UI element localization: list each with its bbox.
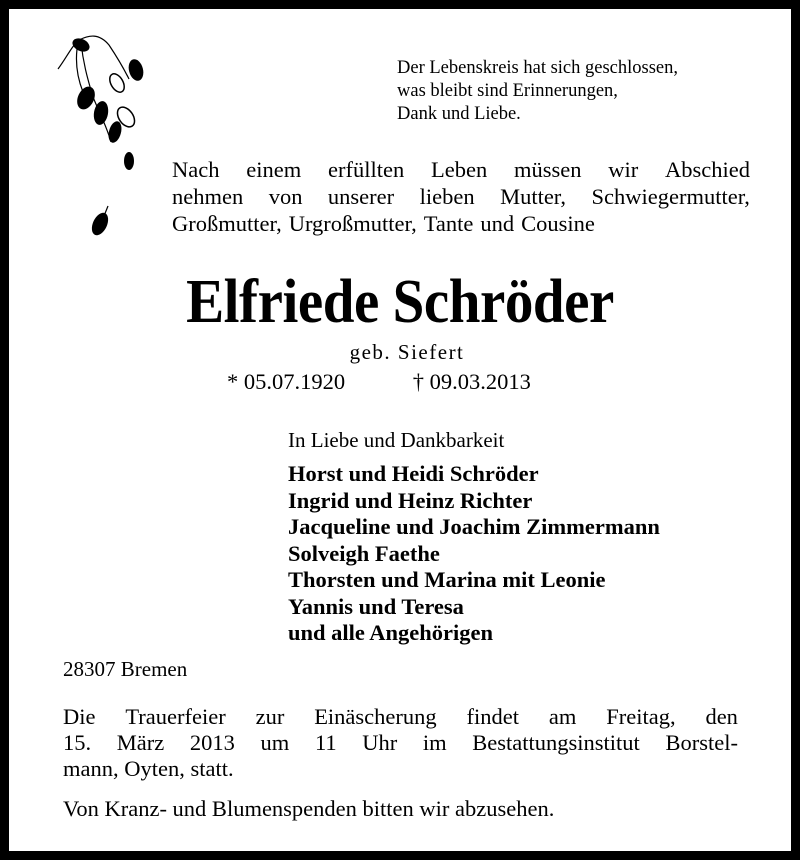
word: Freitag, [606,704,676,729]
word: Großmutter, [172,211,282,236]
funeral-service-paragraph [63,704,738,782]
falling-leaf-icon [88,204,112,240]
intro-line [172,183,750,210]
word: Borstel- [665,730,738,755]
word: müssen [513,157,582,182]
word: nehmen [172,184,244,209]
word: Schwiegermutter, [591,184,750,209]
word: findet [466,704,519,729]
word: zur [255,704,285,729]
word: Mutter, [500,184,567,209]
motto-line: Dank und Liebe. [397,104,521,124]
mourner-name: und alle Angehörigen [288,620,494,645]
intro-line [172,210,750,237]
word: Uhr [362,730,398,755]
word: unserer [327,184,395,209]
word: Nach [172,157,220,182]
word: am [548,704,577,729]
word: den [705,704,738,729]
word: Leben [430,157,488,182]
birch-branch-icon [49,27,149,177]
birth-date: * 05.07.1920 [227,369,346,394]
word: und [480,211,515,236]
location: 28307 Bremen [63,657,188,681]
mourners-heading: In Liebe und Dankbarkeit [288,428,505,452]
motto-verse [397,57,678,126]
mourner-name: Thorsten und Marina mit Leonie [288,567,606,592]
word: im [422,730,447,755]
word: lieben [419,184,475,209]
mourner-name: Horst und Heidi Schröder [288,461,539,486]
word: 11 [314,730,337,755]
word: mann, Oyten, statt. [63,756,234,781]
mourners-list [288,461,660,647]
word: Tante [423,211,474,236]
word: Cousine [521,211,595,236]
motto-line: was bleibt sind Erinnerungen, [397,81,618,101]
motto-line: Der Lebenskreis hat sich geschlossen, [397,58,679,78]
mourner-name: Yannis und Teresa [288,593,464,619]
word: wir [608,157,639,182]
word: Die [63,704,96,729]
word: Urgroßmutter, [288,211,417,236]
intro-line [172,156,750,183]
service-line [63,704,738,730]
word: Trauerfeier [125,704,226,729]
word: erfüllten [328,157,405,182]
word: Einäscherung [314,704,437,729]
word: 15. [63,730,92,755]
word: März [116,730,165,755]
mourner-name: Solveigh Faethe [288,540,440,566]
word: Bestattungsinstitut [472,730,640,755]
life-dates [227,367,531,397]
word: von [268,184,303,209]
service-line [63,756,738,782]
mourner-name: Ingrid und Heinz Richter [288,487,533,513]
word: Abschied [665,157,750,182]
obituary-notice [9,9,791,851]
flower-note: Von Kranz- und Blumenspenden bitten wir abzusehen. [63,796,555,821]
deceased-name: Elfriede Schröder [186,268,614,336]
word: einem [246,157,302,182]
service-line [63,730,738,756]
intro-paragraph [172,156,750,237]
maiden-name: geb. Siefert [349,340,465,364]
word: 2013 [189,730,235,755]
word: um [260,730,290,755]
mourner-name: Jacqueline und Joachim Zimmermann [288,514,660,539]
death-date: † 09.03.2013 [412,369,531,394]
